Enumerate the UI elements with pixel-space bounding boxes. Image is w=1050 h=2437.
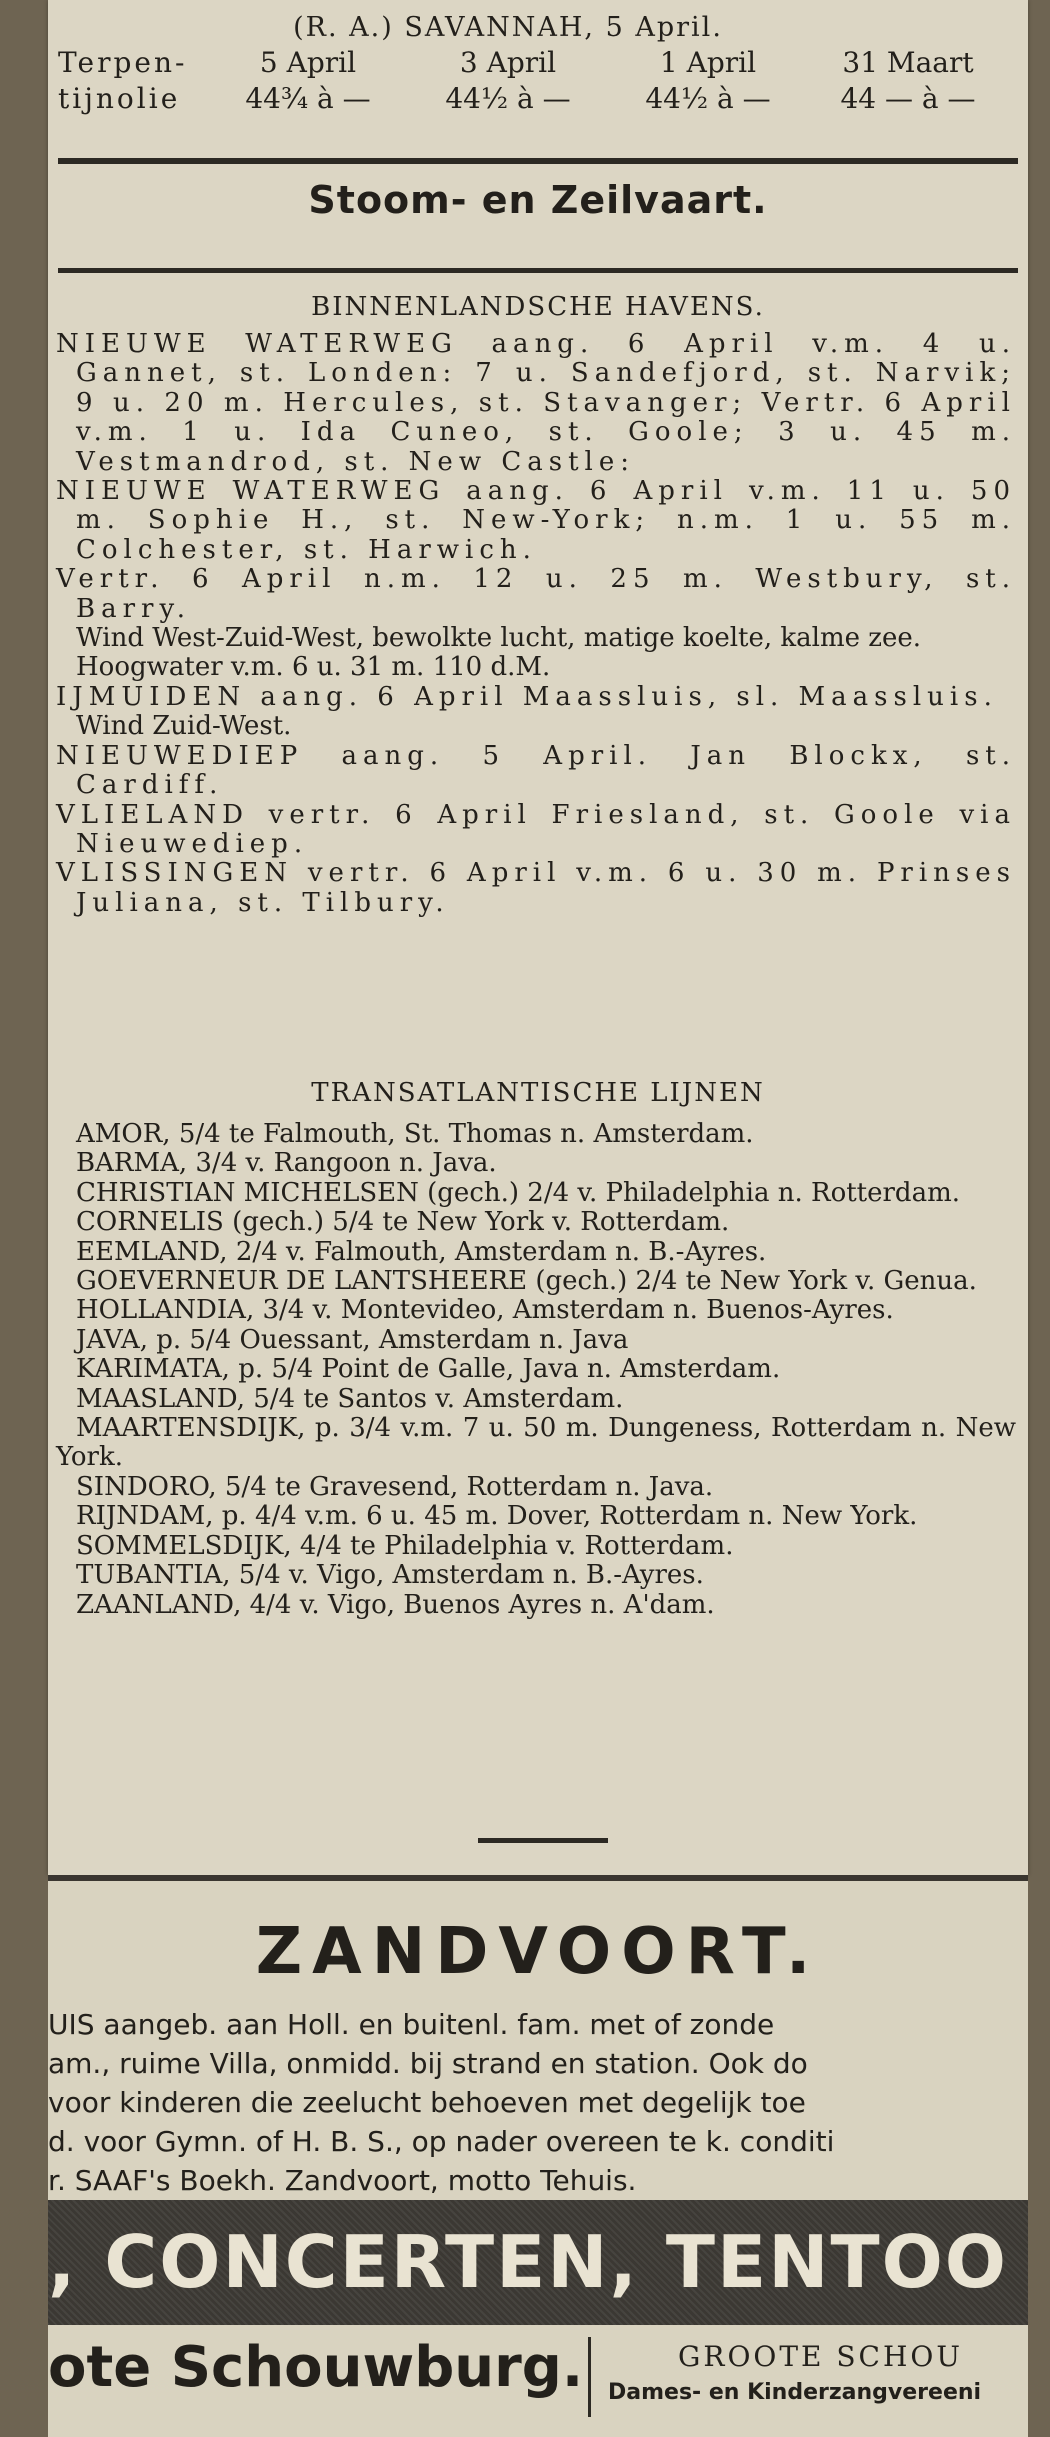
transatlantisch-column (56, 1120, 1016, 1620)
ship-entry: RIJNDAM, p. 4/4 v.m. 6 u. 45 m. Dover, Rotterdam n. New York. (76, 1501, 918, 1532)
ad-line: am., ruime Villa, onmidd. bij strand en station. Ook do (48, 2047, 808, 2080)
ship-entry: MAASLAND, 5/4 te Santos v. Amsterdam. (76, 1383, 624, 1414)
ship-entry: CORNELIS (gech.) 5/4 te New York v. Rotterdam. (76, 1207, 730, 1238)
market-price: 44¾ à — (245, 82, 371, 115)
news-item: IJMUIDEN aang. 6 April Maassluis, sl. Maassluis. (56, 681, 998, 712)
zangvereeniging-ad: Dames- en Kinderzangvereeni (608, 2380, 982, 2405)
news-item: Vertr. 6 April n.m. 12 u. 25 m. Westbury, st. Barry. (56, 564, 1016, 624)
news-item: NIEUWE WATERWEG aang. 6 April v.m. 4 u. Gannet, st. Londen: 7 u. Sandefjord, st. Narvik; 9 u. 20 m. Hercules, st. Stavanger; Vertr. 6 April v.m. 1 u. Ida Cuneo, st. Goole; 3 u. 45 m. Vestmandrod, st. New Castle: (56, 329, 1016, 477)
news-item: VLISSINGEN vertr. 6 April v.m. 6 u. 30 m. Prinses Juliana, st. Tilbury. (56, 858, 1016, 918)
ship-entry: BARMA, 3/4 v. Rangoon n. Java. (76, 1148, 497, 1179)
binnenland-title: BINNENLANDSCHE HAVENS. (311, 292, 765, 322)
transatlantisch-title: TRANSATLANTISCHE LIJNEN (311, 1078, 765, 1108)
ship-entry: HOLLANDIA, 3/4 v. Montevideo, Amsterdam n. Buenos-Ayres. (76, 1295, 894, 1326)
end-rule (478, 1838, 608, 1843)
ad-line: voor kinderen die zeelucht behoeven met degelijk toe (48, 2086, 806, 2119)
market-prices-row (58, 82, 1018, 118)
ship-entry: MAARTENSDIJK, p. 3/4 v.m. 7 u. 50 m. Dungeness, Rotterdam n. New York. (56, 1413, 1016, 1473)
news-item: NIEUWE WATERWEG aang. 6 April v.m. 11 u. 50 m. Sophie H., st. New-York; n.m. 1 u. 55 m. Colchester, st. Harwich. (56, 476, 1016, 565)
ad-title: ZANDVOORT. (255, 1915, 821, 1989)
ad-line: UIS aangeb. aan Holl. en buitenl. fam. met of zonde (48, 2008, 775, 2041)
ship-entry: TUBANTIA, 5/4 v. Vigo, Amsterdam n. B.-Ayres. (76, 1560, 704, 1591)
market-label-1: Terpen- (58, 46, 188, 79)
ad-line: d. voor Gymn. of H. B. S., op nader overeen te k. conditi (48, 2125, 835, 2158)
market-price: 44 — à — (840, 82, 976, 115)
market-source: (R. A.) SAVANNAH, 5 April. (293, 12, 723, 43)
news-item: Hoogwater v.m. 6 u. 31 m. 110 d.M. (76, 652, 551, 683)
news-item: Wind Zuid-West. (76, 711, 292, 742)
ad-top-rule (48, 1875, 1028, 1881)
banner-text: , CONCERTEN, TENTOO (48, 2220, 1009, 2304)
news-item: VLIELAND vertr. 6 April Friesland, st. Goole via Nieuwediep. (56, 799, 1016, 859)
ship-entry: GOEVERNEUR DE LANTSHEERE (gech.) 2/4 te New York v. Genua. (76, 1266, 977, 1297)
market-table (58, 12, 1018, 118)
ship-entry: AMOR, 5/4 te Falmouth, St. Thomas n. Amsterdam. (76, 1119, 754, 1149)
market-price: 44½ à — (645, 82, 771, 115)
advertisement-strip (48, 1875, 1028, 2437)
ship-entry: SINDORO, 5/4 te Gravesend, Rotterdam n. Java. (76, 1471, 714, 1502)
market-dates-row (58, 46, 1018, 82)
ad-body (48, 2005, 1028, 2200)
section-heading: Stoom- en Zeilvaart. (308, 178, 768, 222)
schouwburg-ad: ote Schouwburg. (48, 2335, 584, 2400)
ad-line: r. SAAF's Boekh. Zandvoort, motto Tehuis. (48, 2164, 637, 2197)
market-date: 1 April (659, 46, 757, 79)
market-date: 3 April (459, 46, 557, 79)
market-date: 5 April (259, 46, 357, 79)
concert-banner (48, 2200, 1028, 2325)
news-item: NIEUWEDIEP aang. 5 April. Jan Blockx, st. Cardiff. (56, 740, 1016, 801)
market-price: 44½ à — (445, 82, 571, 115)
column-divider (588, 2337, 591, 2417)
ship-entry: EEMLAND, 2/4 v. Falmouth, Amsterdam n. B.-Ayres. (76, 1236, 767, 1267)
heading-bottom-rule (58, 268, 1018, 273)
market-label-2: tijnolie (58, 82, 181, 115)
ship-entry: SOMMELSDIJK, 4/4 te Philadelphia v. Rotterdam. (76, 1530, 734, 1561)
groote-schouwburg-ad: GROOTE SCHOU (678, 2340, 963, 2373)
market-date: 31 Maart (842, 46, 974, 79)
ship-entry: CHRISTIAN MICHELSEN (gech.) 2/4 v. Philadelphia n. Rotterdam. (76, 1177, 960, 1208)
news-item: Wind West-Zuid-West, bewolkte lucht, matige koelte, kalme zee. (76, 623, 921, 654)
newspaper-clipping (48, 0, 1028, 1875)
ship-entry: KARIMATA, p. 5/4 Point de Galle, Java n. Amsterdam. (76, 1354, 781, 1385)
heading-top-rule (58, 158, 1018, 164)
binnenland-column (56, 330, 1016, 918)
ship-entry: ZAANLAND, 4/4 v. Vigo, Buenos Ayres n. A'dam. (76, 1589, 715, 1620)
ship-entry: JAVA, p. 5/4 Ouessant, Amsterdam n. Java (76, 1324, 629, 1355)
